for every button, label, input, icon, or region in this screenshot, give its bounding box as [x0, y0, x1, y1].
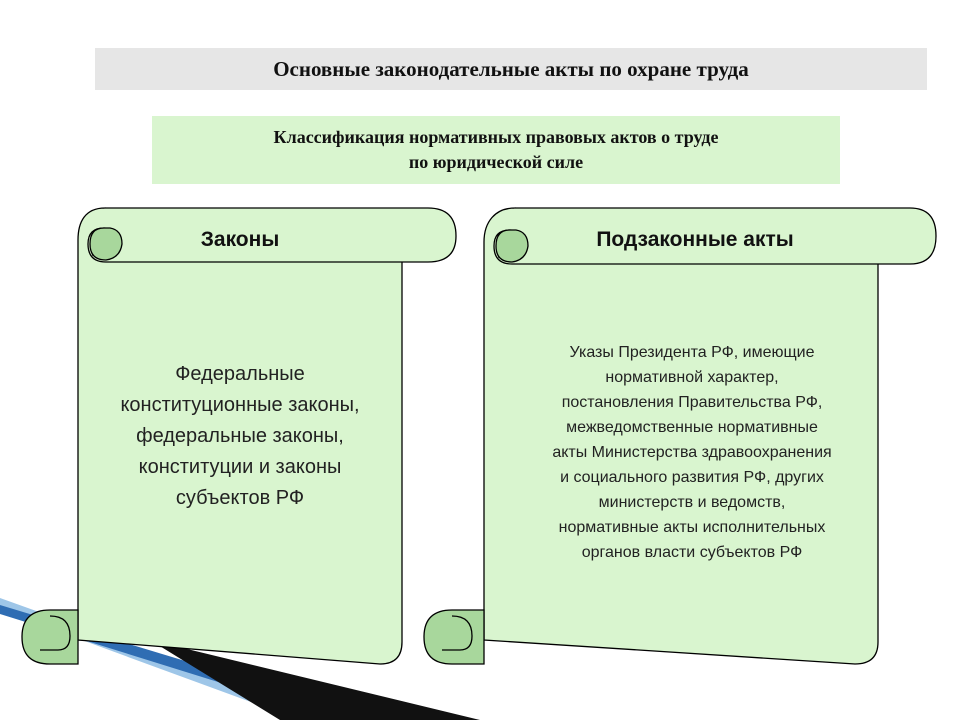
subtitle-line-2: по юридической силе	[408, 152, 584, 172]
scroll-left-body	[80, 359, 400, 514]
law-line: конституции и законы	[138, 456, 342, 478]
act-line: акты Министерства здравоохранения	[552, 444, 832, 461]
law-line: Федеральные	[175, 363, 305, 385]
act-line: нормативные акты исполнительных	[558, 519, 826, 536]
scroll-right-heading: Подзаконные акты	[596, 228, 794, 251]
classification-box	[152, 116, 840, 184]
law-line: субъектов РФ	[175, 487, 305, 509]
scroll-left-heading: Законы	[200, 228, 280, 251]
law-line: федеральные законы,	[136, 425, 344, 447]
subtitle-line-1: Классификация нормативных правовых актов о труде	[273, 127, 719, 147]
act-line: Указы Президента РФ, имеющие	[569, 344, 815, 361]
act-line: межведомственные нормативные	[566, 419, 818, 436]
slide-title: Основные законодательные акты по охране труда	[95, 48, 927, 90]
scroll-right-body	[500, 340, 884, 565]
act-line: нормативной характер,	[605, 369, 779, 386]
law-line: конституционные законы,	[120, 394, 360, 416]
act-line: и социального развития РФ, других	[560, 469, 824, 486]
act-line: министерств и ведомств,	[598, 494, 786, 511]
act-line: органов власти субъектов РФ	[581, 544, 803, 561]
act-line: постановления Правительства РФ,	[561, 394, 823, 411]
